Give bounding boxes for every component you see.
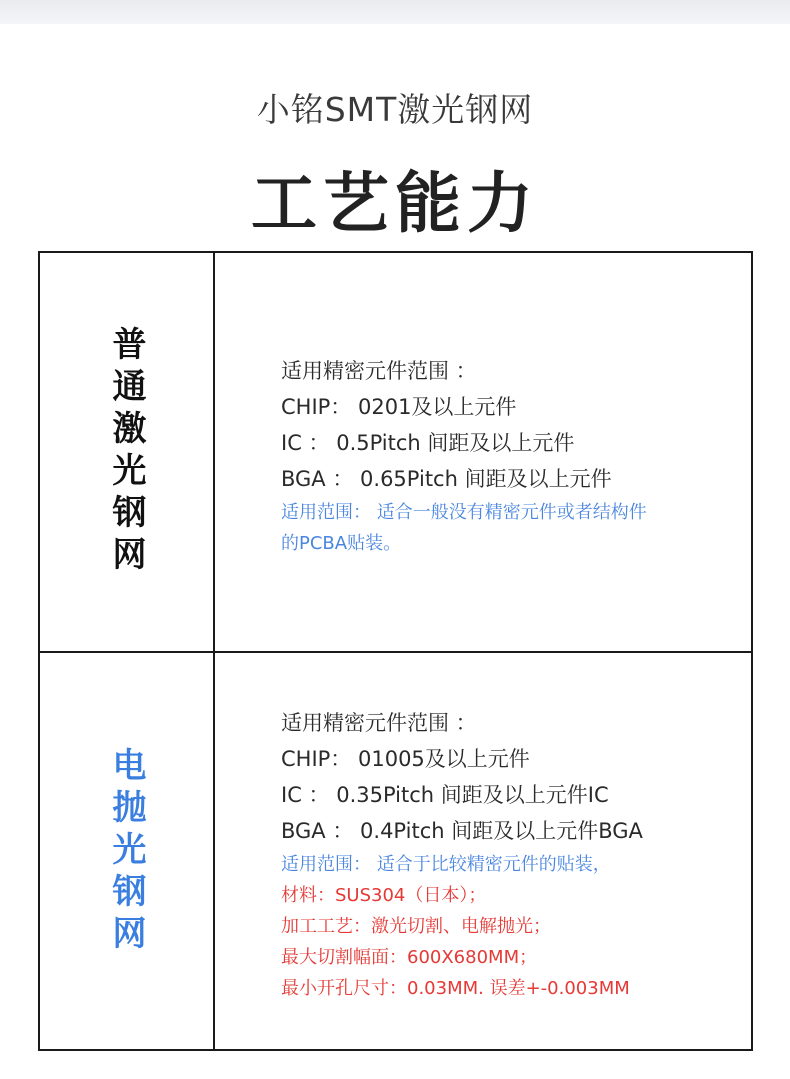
spec-heading: 适用精密元件范围 ： bbox=[281, 711, 477, 735]
page-subtitle: 小铭SMT激光钢网 bbox=[256, 90, 534, 129]
top-band bbox=[0, 0, 790, 24]
spec-ic: IC ： 0.35Pitch 间距及以上元件IC bbox=[281, 783, 609, 807]
table-row-electropolished bbox=[40, 651, 751, 1051]
spec-ic: IC ： 0.5Pitch 间距及以上元件 bbox=[281, 431, 575, 455]
spec-list bbox=[281, 353, 647, 559]
row-label-cell bbox=[40, 253, 215, 651]
spec-bga: BGA ： 0.4Pitch 间距及以上元件BGA bbox=[281, 819, 643, 843]
spec-process: 加工工艺：激光切割、电解抛光； bbox=[281, 916, 551, 937]
spec-chip: CHIP： 01005及以上元件 bbox=[281, 747, 530, 771]
spec-chip: CHIP： 0201及以上元件 bbox=[281, 395, 517, 419]
spec-material: 材料：SUS304（日本）； bbox=[281, 885, 487, 906]
spec-heading: 适用精密元件范围 ： bbox=[281, 359, 477, 383]
spec-application: 适用范围： 适合于比较精密元件的贴装， bbox=[281, 854, 611, 875]
row-label: 电抛光钢网 bbox=[106, 747, 146, 957]
row-content-cell bbox=[215, 253, 751, 651]
spec-application: 适用范围： 适合一般没有精密元件或者结构件 bbox=[281, 502, 647, 523]
spec-application-cont: 的PCBA贴装。 bbox=[281, 533, 402, 554]
spec-min-aperture: 最小开孔尺寸：0.03MM. 误差+-0.003MM bbox=[281, 978, 630, 999]
row-label-cell bbox=[40, 653, 215, 1051]
page-title: 工艺能力 bbox=[251, 165, 539, 242]
spec-max-area: 最大切割幅面：600X680MM； bbox=[281, 947, 538, 968]
row-label: 普通激光钢网 bbox=[106, 326, 146, 578]
row-content-cell bbox=[215, 653, 751, 1051]
table-row-standard-laser bbox=[40, 253, 751, 651]
spec-list bbox=[281, 705, 643, 1004]
process-capability-table bbox=[38, 251, 753, 1051]
spec-bga: BGA ： 0.65Pitch 间距及以上元件 bbox=[281, 467, 612, 491]
